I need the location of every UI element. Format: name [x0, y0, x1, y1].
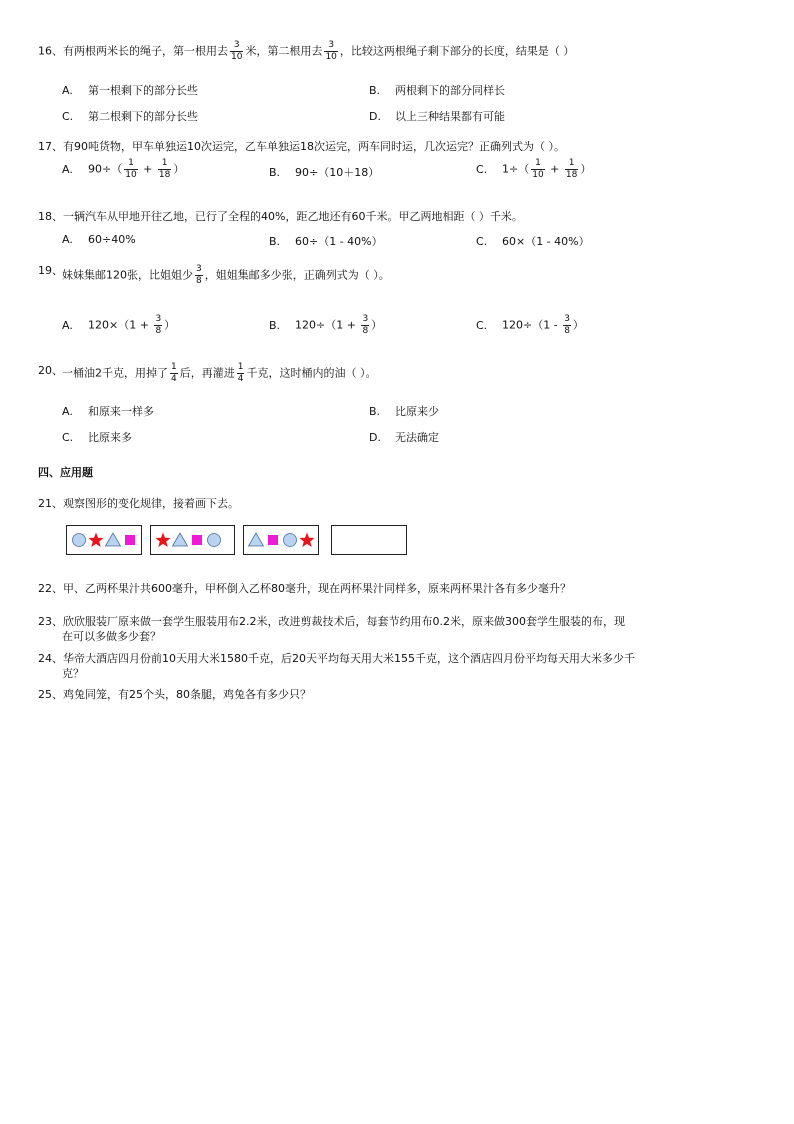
q17-option-c: C. 1÷（ $\frac{1}{10}$ + $\frac{1}{18}$ ） — [476, 158, 592, 180]
star-icon — [88, 533, 103, 547]
q16-option-a: A. 第一根剩下的部分长些 — [62, 84, 198, 97]
circle-icon — [73, 534, 86, 547]
q19a-fraction: $\frac{3}{8}$ — [155, 314, 162, 336]
q20-option-b: B. 比原来少 — [369, 405, 439, 418]
pattern-box-2 — [150, 525, 235, 555]
q19-fraction: $\frac{3}{8}$ — [196, 264, 202, 286]
star-icon — [155, 533, 170, 547]
pattern-box-answer[interactable] — [331, 525, 407, 555]
q19-option-b: B. 120÷（1 + $\frac{3}{8}$ ） — [269, 314, 383, 336]
q18-option-a: A. 60÷40% — [62, 233, 136, 246]
q19c-fraction: $\frac{3}{8}$ — [564, 314, 570, 336]
q19b-fraction: $\frac{3}{8}$ — [362, 314, 369, 336]
question-16 — [38, 40, 574, 63]
q17c-fraction-2: $\frac{1}{18}$ — [565, 158, 578, 180]
section-title: 四、应用题 — [38, 466, 93, 479]
question-20-number: 20、 — [38, 364, 63, 377]
q17a-fraction-2: $\frac{1}{18}$ — [158, 158, 171, 180]
q20-fraction-1: $\frac{1}{4}$ — [171, 362, 177, 384]
circle-icon — [208, 534, 221, 547]
q16-fraction-1: $\frac{3}{10}$ — [231, 40, 243, 62]
question-22: 22、甲、乙两杯果汁共600毫升，甲杯倒入乙杯80毫升，现在两杯果汁同样多，原来两杯果汁各有多少毫升？ — [38, 582, 571, 595]
q20-option-d: D. 无法确定 — [369, 431, 439, 444]
q17a-fraction-1: $\frac{1}{10}$ — [125, 158, 137, 180]
q19-option-c: C. 120÷（1 - $\frac{3}{8}$ ） — [476, 314, 584, 336]
pattern-box-4-shapes — [332, 526, 408, 554]
pattern-box-1 — [66, 525, 142, 555]
pattern-box-3-shapes — [244, 526, 320, 554]
triangle-icon — [249, 533, 264, 546]
square-icon — [125, 535, 135, 545]
q16-option-d: D. 以上三种结果都有可能 — [369, 110, 505, 123]
question-24-line-1: 24、华帝大酒店四月份前10天用大米1580千克，后20天平均每天用大米155千克，这个酒店四月份平均每天用大米多少千 — [38, 652, 635, 665]
q20-fraction-2: $\frac{1}{4}$ — [237, 362, 244, 384]
q17-option-b: B. 90÷（10＋18） — [269, 166, 380, 179]
q16-option-c: C. 第二根剩下的部分长些 — [62, 110, 198, 123]
star-icon — [299, 533, 314, 547]
question-24-line-2: 克？ — [62, 667, 84, 680]
question-23-line-2: 在可以多做多少套？ — [62, 630, 161, 643]
question-19-number: 19、 — [38, 264, 63, 277]
q17c-fraction-1: $\frac{1}{10}$ — [532, 158, 544, 180]
q18-option-c: C. 60×（1 - 40%） — [476, 235, 590, 248]
q16-text-c: ，比较这两根绳子剩下部分的长度，结果是（ ） — [339, 44, 575, 58]
q19-option-a: A. 120×（1 + $\frac{3}{8}$ ） — [62, 314, 176, 336]
q16-option-b: B. 两根剩下的部分同样长 — [369, 84, 505, 97]
question-25: 25、鸡兔同笼，有25个头，80条腿，鸡兔各有多少只？ — [38, 688, 311, 701]
q18-option-b: B. 60÷（1 - 40%） — [269, 235, 383, 248]
question-21: 21、观察图形的变化规律，接着画下去。 — [38, 497, 239, 510]
q20-option-c: C. 比原来多 — [62, 431, 132, 444]
q16-fraction-2: $\frac{3}{10}$ — [325, 40, 337, 62]
q16-text-a: 16、有两根两米长的绳子，第一根用去 — [38, 44, 228, 58]
square-icon — [268, 535, 278, 545]
q17-option-a: A. 90÷（ $\frac{1}{10}$ + $\frac{1}{18}$ ） — [62, 158, 185, 180]
q20-option-a: A. 和原来一样多 — [62, 405, 154, 418]
question-20: 一桶油2千克，用掉了 $\frac{1}{4}$ 后，再灌进 $\frac{1}{4}$ 千克，这时桶内的油（ ）。 — [62, 362, 377, 384]
question-17: 17、有90吨货物，甲车单独运10次运完，乙车单独运18次运完，两车同时运，几次运完？正确列式为（ ）。 — [38, 140, 565, 153]
pattern-box-1-shapes — [67, 526, 143, 554]
circle-icon — [284, 534, 297, 547]
q16-text-b: 米，第二根用去 — [245, 44, 323, 58]
question-23-line-1: 23、欣欣服装厂原来做一套学生服装用布2.2米，改进剪裁技术后，每套节约用布0.2米，原来做300套学生服装的布，现 — [38, 615, 625, 628]
triangle-icon — [173, 533, 188, 546]
question-19: 妹妹集邮120张，比姐姐少 $\frac{3}{8}$ ，姐姐集邮多少张，正确列式为（ ）。 — [62, 264, 390, 286]
pattern-box-2-shapes — [151, 526, 236, 554]
question-18: 18、一辆汽车从甲地开往乙地，已行了全程的40%，距乙地还有60千米。甲乙两地相距（ ）千米。 — [38, 210, 523, 223]
square-icon — [192, 535, 202, 545]
triangle-icon — [106, 533, 121, 546]
pattern-box-3 — [243, 525, 319, 555]
